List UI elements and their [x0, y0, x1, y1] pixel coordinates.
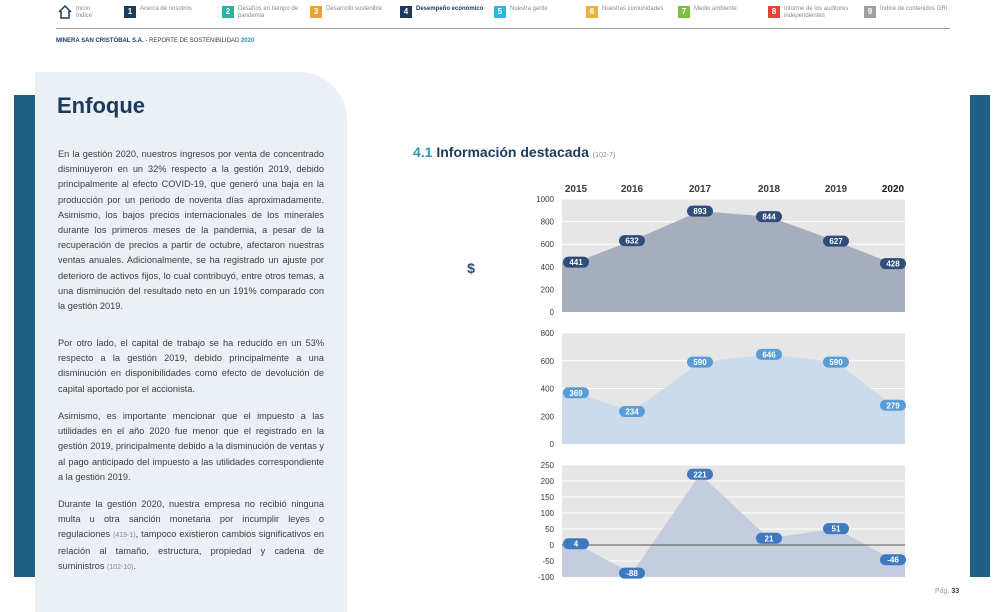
- chart-1-ytick-label: 600: [540, 356, 554, 366]
- paragraph-2: Por otro lado, el capital de trabajo se ha reducido en un 53% respecto a la gestión 2019, debido principalmente a una disminución en disponibilidades como efecto de devolución de capital aportado por el accionista.: [58, 338, 324, 394]
- nav-item-number: 8: [768, 6, 780, 18]
- chart-2-ytick-label: 50: [545, 525, 554, 534]
- chart-2-ytick-label: 250: [540, 461, 554, 470]
- paragraph-4-text-2: , tampoco existieron cambios significativos en relación al tamaño, estructura, propiedad y cadena de suministros: [58, 529, 324, 571]
- nav-home-label[interactable]: Inicio Índice: [76, 6, 93, 19]
- chart-1-data-label-2019: 590: [829, 358, 843, 368]
- nav-item-label: Desempeño económico: [416, 6, 484, 12]
- chart-2-ytick-label: -50: [542, 557, 554, 566]
- page-label: Pág.: [935, 588, 950, 595]
- chart-2-data-label-2018: 21: [764, 534, 774, 544]
- chart-2-data-label-2016: -88: [626, 569, 638, 579]
- nav-item-number: 7: [678, 6, 690, 18]
- chart-0-data-label-2018: 844: [762, 212, 776, 222]
- year-header-2020: 2020: [881, 184, 905, 195]
- svg-text:$: $: [466, 260, 475, 276]
- chart-1-data-label-2018: 646: [762, 350, 776, 360]
- section-gri-ref[interactable]: (102-7): [592, 152, 616, 159]
- paragraph-1: En la gestión 2020, nuestros ingresos por venta de concentrado disminuyeron en un 32% respecto a la gestión 2019, debido principalmente al efecto COVID-19, que generó una baja en la producción por un periodo de noventa días aproximadamente. Asimismo, los bajos precios internacionales de los minerales durante los primeros meses de la pandemia, a pesar de la recuperación de precios a partir de octubre, afectaron nuestras ventas anuales. Adicionalmente, se ha registrado un ajuste por deterioro de activos fijos, lo cual contribuyó, entre otros temas, a una disminución del resultado neto en un 191% comparado con la gestión 2019.: [58, 149, 324, 312]
- nav-item-number: 3: [310, 6, 322, 18]
- card-perdida-unit: (millones de US$): [442, 505, 499, 512]
- chart-1-ytick-label: 200: [540, 412, 554, 422]
- chart-2-ytick-label: 200: [540, 477, 554, 486]
- chart-0-data-label-2017: 893: [693, 207, 707, 217]
- nav-item-number: 2: [222, 6, 234, 18]
- nav-item-number: 4: [400, 6, 412, 18]
- chart-0-data-label-2020: 428: [886, 259, 900, 269]
- nav-item-label: Informe de los auditores independientes: [784, 6, 849, 19]
- chart-2-ytick-label: 0: [549, 541, 554, 550]
- chart-0-data-label-2016: 632: [625, 236, 639, 246]
- chart-1-data-label-2020: 279: [886, 401, 900, 411]
- page-title: Enfoque: [57, 93, 145, 118]
- svg-text:$: $: [463, 533, 472, 548]
- year-header-2016: 2016: [620, 184, 644, 195]
- chart-1-ytick-label: 800: [540, 329, 554, 338]
- chart-1-data-label-2016: 234: [625, 407, 639, 417]
- nav-item-number: 9: [864, 6, 876, 18]
- card-ingresos-unit: (millones de US$): [442, 227, 499, 234]
- gri-ref-102-10[interactable]: (102-10): [107, 563, 134, 571]
- chart-2-ytick-label: -100: [537, 573, 554, 582]
- chart-0-data-label-2019: 627: [829, 237, 843, 247]
- page-num: 33: [951, 588, 960, 595]
- nav-item-label: Índice de contenidos GRI: [880, 6, 948, 12]
- card-ingresos-title: Ingresos: [445, 209, 496, 223]
- report-year: 2020: [240, 38, 255, 44]
- chart-2-ytick-label: 100: [540, 509, 554, 518]
- year-header-2018: 2018: [757, 184, 781, 195]
- nav-item-number: 1: [124, 6, 136, 18]
- paragraph-4-end: .: [133, 560, 137, 571]
- nav-item-number: 6: [586, 6, 598, 18]
- card-capital-unit: (millones de US$): [442, 375, 499, 382]
- chart-1-data-label-2017: 590: [693, 358, 707, 368]
- chart-1-data-label-2015: 369: [569, 388, 583, 398]
- nav-item-label: Acerca de nosotros: [140, 6, 192, 12]
- nav-item-label: Nuestras comunidades: [602, 6, 664, 12]
- chart-0-ytick-label: 200: [540, 285, 554, 295]
- chart-2-ytick-label: 150: [540, 493, 554, 502]
- chart-2-data-label-2017: 221: [693, 470, 707, 480]
- company-name: MINERA SAN CRISTÓBAL S.A.: [56, 38, 144, 44]
- chart-0-ytick-label: 600: [540, 240, 554, 250]
- year-header-2015: 2015: [564, 184, 588, 195]
- nav-item-label: Desarrollo sostenible: [326, 6, 383, 12]
- chart-2-data-label-2020: -46: [887, 555, 899, 565]
- chart-1-ytick-label: 0: [549, 440, 554, 449]
- chart-0-ytick-label: 0: [549, 308, 554, 317]
- chart-0-ytick-label: 400: [540, 262, 554, 272]
- page-number: [935, 588, 959, 595]
- chart-0-data-label-2015: 441: [569, 258, 583, 268]
- year-header-2017: 2017: [688, 184, 712, 195]
- report-name: - REPORTE DE SOSTENIBILIDAD: [145, 38, 240, 44]
- year-header-2019: 2019: [824, 184, 848, 195]
- nav-item-number: 5: [494, 6, 506, 18]
- nav-item-label: Medio ambiente: [694, 6, 737, 12]
- chart-0-ytick-label: 800: [540, 217, 554, 227]
- chart-0-ytick-label: 1000: [536, 195, 554, 204]
- chart-1-ytick-label: 400: [540, 384, 554, 394]
- section-number: 4.1: [413, 144, 433, 160]
- chart-2-data-label-2015: 4: [573, 539, 579, 549]
- chart-2-data-label-2019: 51: [831, 524, 841, 534]
- paragraph-4-text: Durante la gestión 2020, nuestra empresa no recibió ninguna multa u otra sanción monetaria por incumplir leyes o regulaciones: [58, 499, 324, 540]
- card-capital-title: Capital de trabajo: [441, 342, 500, 371]
- gri-ref-419-1[interactable]: (419-1): [113, 532, 136, 540]
- paragraph-3: Asimismo, es importante mencionar que el impuesto a las utilidades en el año 2020 fue menor que el registrado en la gestión 2019, principalmente debido a la disminución de ventas y al pago anticipado del impuesto a las utilidades correspondiente a la gestión 2019.: [58, 411, 324, 482]
- nav-item-label: Nuestra gente: [510, 6, 548, 12]
- nav-item-label: Desafíos en tiempo de pandemia: [238, 6, 299, 19]
- section-title-text: Información destacada: [436, 144, 589, 160]
- svg-text:$: $: [466, 404, 475, 419]
- card-perdida-title: Pérdida/ ganancia: [444, 472, 497, 501]
